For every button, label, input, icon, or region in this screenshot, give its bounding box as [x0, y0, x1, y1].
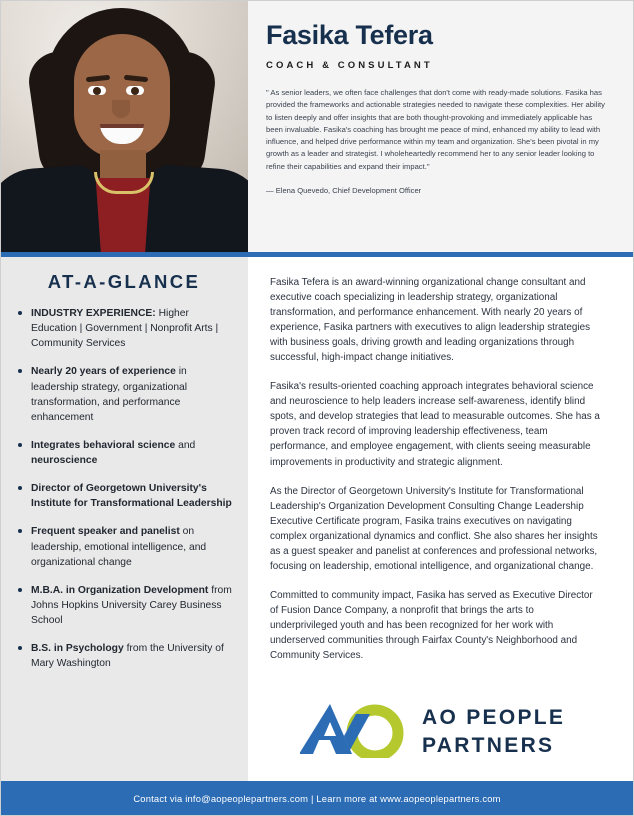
at-a-glance-list	[16, 306, 232, 671]
glance-list-item	[16, 306, 232, 351]
glance-item-text: from Johns Hopkins University Carey Business School	[31, 584, 232, 626]
glance-item-text: Higher Education | Government | Nonprofit Arts | Community Services	[31, 308, 219, 350]
glance-item-emphasis: INDUSTRY EXPERIENCE:	[31, 308, 156, 319]
glance-list-item	[16, 583, 232, 628]
eye-left	[88, 86, 106, 95]
person-name: Fasika Tefera	[266, 20, 433, 50]
eye-right	[126, 86, 144, 95]
nose	[112, 100, 130, 118]
footer-contact-text[interactable]: Contact via info@aopeoplepartners.com | Learn more at www.aopeoplepartners.com	[133, 793, 501, 804]
at-a-glance-panel	[0, 257, 248, 781]
glance-item-text: from the University of Mary Washington	[31, 643, 224, 670]
glance-item-emphasis-2: neuroscience	[31, 455, 98, 466]
footer-bar	[0, 781, 634, 816]
biography-paragraph: Fasika's results-oriented coaching approach integrates behavioral science and neuroscience to help leaders increase self-awareness, identify blind spots, and develop strategies that lead to measurable outcomes. She has a proven track record of improving leadership effectiveness, team performance, and employee engagement, with clients seeing measurable improvements in productivity and strategic alignment.	[270, 381, 600, 468]
glance-list-item	[16, 524, 232, 569]
glance-item-text: in leadership strategy, organizational transformation, and performance enhancement	[31, 366, 188, 423]
glance-item-emphasis: B.S. in Psychology	[31, 643, 124, 655]
jacket-right	[145, 164, 248, 252]
glance-list-item	[16, 364, 232, 425]
glance-list-item	[16, 481, 232, 511]
glance-item-emphasis: Frequent speaker and panelist	[31, 526, 180, 538]
testimonial-quote: " As senior leaders, we often face challenges that don't come with ready-made solutions. Fasika has provided the frameworks and actionable strategies needed to navigate these complexities. Her ability to listen deeply and offer insights that are both thought-provoking and immediately applicable has been invaluable. Fasika's coaching has brought me peace of mind, enhanced my ability to lead with influence, and helped drive performance within my team and organization. She's been pivotal in my growth as a leader and strategist. I wholeheartedly recommend her to any senior leader looking to refine their capabilities and expand their impact."	[266, 88, 605, 171]
jacket-left	[0, 164, 101, 252]
glance-item-emphasis: M.B.A. in Organization Development	[31, 584, 209, 596]
glance-item-emphasis: Director of Georgetown University's Institute for Transformational Leadership	[31, 483, 232, 510]
glance-item-text: on leadership, emotional intelligence, and organizational change	[31, 526, 207, 568]
biography-paragraph: As the Director of Georgetown University's Institute for Transformational Leadership's Organization Development Consulting Change Leadership Executive Certificate program, Fasika trains executives on navigating complex organizational dynamics and conflict. She also shares her insights as a guest speaker and panelist at conferences and professional networks, focusing on leadership, emotional intelligence, and organizational change.	[270, 485, 598, 572]
logo-line-1: AO PEOPLE	[422, 706, 566, 729]
glance-item-emphasis: Integrates behavioral science	[31, 439, 176, 451]
ao-monogram-icon	[300, 700, 410, 758]
portrait-photo	[0, 0, 248, 252]
header-text-block	[266, 20, 610, 195]
glance-list-item	[16, 641, 232, 671]
glance-item-text: and	[175, 439, 196, 451]
biography-paragraph: Fasika Tefera is an award-winning organizational change consultant and executive coach specializing in leadership strategy, organizational transformation, and performance enhancement. With nearly 20 years of experience, Fasika partners with executives to align leadership strategies with business goals, driving growth and leading organizations through successful, high-impact change initiatives.	[270, 277, 591, 364]
testimonial-attribution: — Elena Quevedo, Chief Development Officer	[266, 186, 422, 196]
header-section	[0, 0, 634, 252]
person-role: COACH & CONSULTANT	[266, 60, 433, 71]
biography-paragraph: Committed to community impact, Fasika has served as Executive Director of Fusion Dance Company, a nonprofit that brings the arts to underprivileged youth and has been recognized for her work with underserved communities through Fairfax County's Neighborhood and Community Services.	[270, 589, 593, 662]
company-logo	[300, 700, 600, 762]
body-section	[0, 257, 634, 781]
logo-line-2: PARTNERS	[422, 734, 555, 758]
logo-wordmark	[422, 704, 565, 761]
glance-item-emphasis: Nearly 20 years of experience	[31, 366, 176, 378]
glance-list-item	[16, 438, 232, 468]
at-a-glance-title: AT-A-GLANCE	[47, 271, 201, 292]
